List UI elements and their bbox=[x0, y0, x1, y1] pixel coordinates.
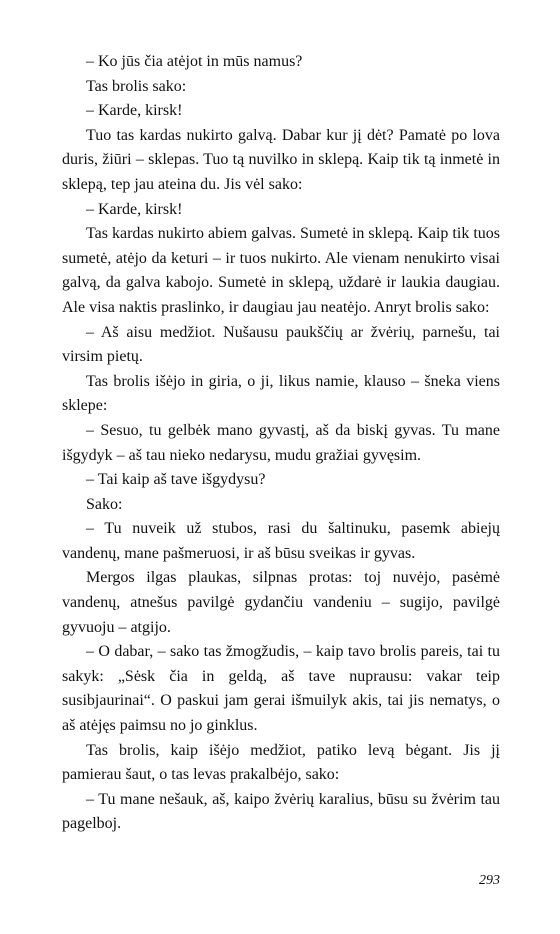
paragraph: – O dabar, – sako tas žmogžudis, – kaip tavo brolis pareis, tai tu sakyk: „Sėsk čia in geldą, aš tave nuprausu: vakar teip susibjaurinai“. O paskui jam gerai išmuilyk akis, tai jis nematys, o aš atėjęs paimsu no jo ginklus. bbox=[62, 643, 500, 735]
paragraph: – Sesuo, tu gelbėk mano gyvastį, aš da biskį gyvas. Tu mane išgydyk – aš tau nieko nedarysu, mudu gražiai gyvęsim. bbox=[62, 421, 500, 464]
book-page bbox=[62, 50, 500, 837]
paragraph: Tas brolis sako: bbox=[86, 77, 187, 95]
paragraph: – Tu nuveik už stubos, rasi du šaltinuku, pasemk abiejų vandenų, mane pašmeruosi, ir aš būsu sveikas ir gyvas. bbox=[62, 520, 500, 562]
paragraph: Tas brolis išėjo in giria, o ji, likus namie, klauso – šneka viens sklepe: bbox=[62, 372, 500, 415]
paragraph: – Karde, kirsk! bbox=[86, 200, 183, 218]
paragraph: – Ko jūs čia atėjot in mūs namus? bbox=[86, 53, 303, 70]
paragraph: Tuo tas kardas nukirto galvą. Dabar kur jį dėt? Pamatė po lova duris, žiūri – sklepas. Tuo tą nuvilko in sklepą. Kaip tik tą inmetė in sklepą, tep jau ateina du. Jis vėl sako: bbox=[62, 126, 500, 193]
page-text bbox=[62, 50, 500, 837]
paragraph: – Tai kaip aš tave išgydysu? bbox=[86, 471, 266, 489]
page-number: 293 bbox=[479, 873, 500, 888]
paragraph: Mergos ilgas plaukas, silpnas protas: toj nuvėjo, pasėmė vandenų, atnešus pavilgė gydančiu vandeniu – sugijo, pavilgė gyvuoju – atgijo. bbox=[62, 569, 500, 636]
paragraph: Tas brolis, kaip išėjo medžiot, patiko levą bėgant. Jis jį pamierau šaut, o tas levas prakalbėjo, sako: bbox=[62, 741, 500, 784]
paragraph: – Tu mane nešauk, aš, kaipo žvėrių karalius, būsu su žvėrim tau pagelboj. bbox=[62, 790, 500, 833]
paragraph: – Aš aisu medžiot. Nušausu paukščių ar žvėrių, parnešu, tai virsim pietų. bbox=[62, 323, 500, 366]
paragraph: – Karde, kirsk! bbox=[86, 102, 183, 120]
paragraph: Sako: bbox=[86, 495, 123, 513]
paragraph: Tas kardas nukirto abiem galvas. Sumetė in sklepą. Kaip tik tuos sumetė, atėjo da keturi – ir tuos nukirto. Ale vienam nenukirto visai galvą, da galva kabojo. Sumetė in sklepą, uždarė ir laukia daugiau. Ale visa naktis praslinko, ir daugiau jau neatėjo. Anryt brolis sako: bbox=[62, 225, 500, 316]
